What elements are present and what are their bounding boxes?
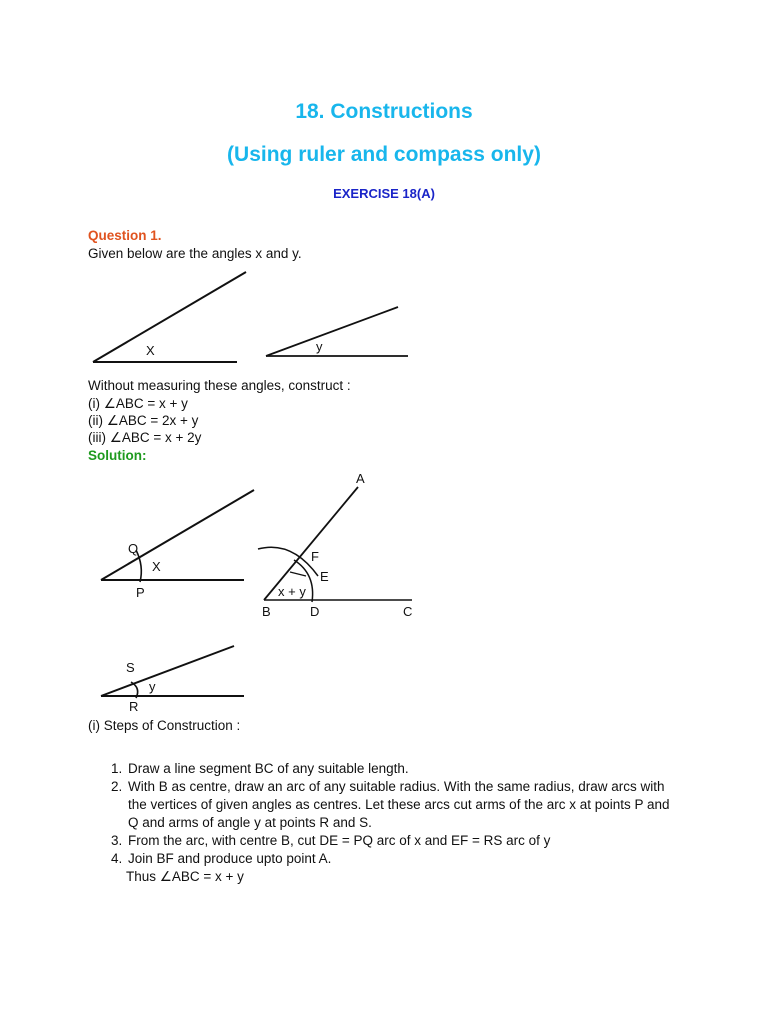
angle-y-figure: [266, 307, 408, 356]
step-item: 2. With B as centre, draw an arc of any suitable radius. With the same radius, draw arcs with the vertices of given angles as centres. Let these arcs cut arms of the arc x at points P and Q and arms of angle y at points R and S.: [126, 778, 678, 832]
label-e: E: [320, 569, 329, 584]
step-item: 4. Join BF and produce upto point A.: [126, 850, 678, 868]
page-subtitle: (Using ruler and compass only): [227, 143, 541, 166]
solution-angle-y-figure: [101, 646, 244, 714]
label-y: y: [149, 679, 156, 694]
construction-xy-figure: [258, 471, 412, 619]
page-title: 18. Constructions: [295, 100, 473, 123]
solution-label: Solution:: [88, 448, 147, 463]
label-r: R: [129, 699, 139, 714]
label-a: A: [356, 471, 365, 486]
question-text: Given below are the angles x and y.: [88, 246, 302, 261]
steps-list: [88, 760, 678, 868]
angle-x-figure: [93, 272, 246, 362]
solution-angle-x-figure: [101, 490, 254, 600]
task-part-2: (ii) ∠ABC = 2x + y: [88, 413, 199, 428]
label-s: S: [126, 660, 135, 675]
task-part-1: (i) ∠ABC = x + y: [88, 396, 188, 411]
angle-y-label: y: [316, 339, 323, 354]
question-label: Question 1.: [88, 228, 162, 243]
label-d: D: [310, 604, 320, 619]
label-x-plus-y: x + y: [278, 584, 306, 599]
task-part-3: (iii) ∠ABC = x + 2y: [88, 430, 202, 445]
angle-x-label: X: [146, 343, 155, 358]
label-q: Q: [128, 541, 139, 556]
label-f: F: [311, 549, 319, 564]
steps-list-container: [88, 760, 678, 886]
label-c: C: [403, 604, 413, 619]
label-b: B: [262, 604, 271, 619]
label-p: P: [136, 585, 145, 600]
steps-heading: (i) Steps of Construction :: [88, 718, 241, 733]
steps-conclusion: Thus ∠ABC = x + y: [126, 869, 244, 884]
label-x: X: [152, 559, 161, 574]
task-intro: Without measuring these angles, construct :: [88, 378, 351, 393]
step-item: 1. Draw a line segment BC of any suitable length.: [126, 760, 678, 778]
step-item: 3. From the arc, with centre B, cut DE = PQ arc of x and EF = RS arc of y: [126, 832, 678, 850]
exercise-heading: EXERCISE 18(A): [333, 186, 435, 201]
